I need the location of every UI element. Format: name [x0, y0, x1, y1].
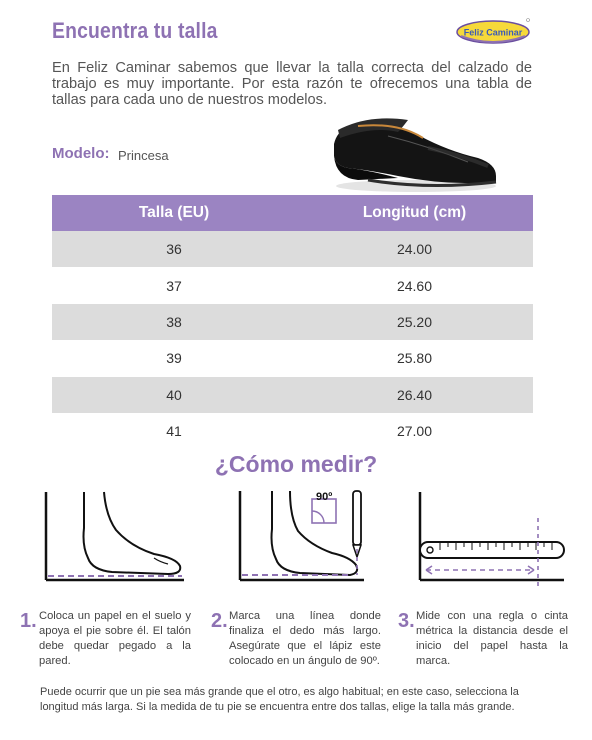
- ruler-icon: [420, 542, 564, 558]
- logo-text: Feliz Caminar: [463, 27, 523, 38]
- step-1-text: Coloca un papel en el suelo y apoya el pie sobre él. El talón debe quedar pegado a la pared.: [39, 610, 191, 667]
- page-title: Encuentra tu talla: [52, 18, 218, 43]
- length-cell: 25.20: [296, 304, 533, 340]
- header-length: Longitud (cm): [296, 195, 533, 231]
- length-cell: 26.40: [296, 377, 533, 413]
- table-row: [52, 267, 533, 303]
- model-value: Princesa: [118, 148, 169, 163]
- angle-label: 90º: [316, 491, 333, 503]
- length-cell: 25.80: [296, 340, 533, 376]
- length-cell: 24.00: [296, 231, 533, 267]
- table-row: [52, 231, 533, 267]
- table-row: [52, 304, 533, 340]
- length-cell: 27.00: [296, 413, 533, 449]
- step-2-number: 2.: [211, 610, 228, 632]
- length-cell: 24.60: [296, 267, 533, 303]
- size-cell: 36: [52, 231, 296, 267]
- size-cell: 38: [52, 304, 296, 340]
- step-2-text: Marca una línea donde finaliza el dedo más largo. Asegúrate que el lápiz este colocado en un ángulo de 90º.: [229, 610, 381, 667]
- foot-on-paper-illustration: [36, 488, 186, 588]
- pencil-icon: [353, 491, 361, 545]
- header-size: Talla (EU): [52, 195, 296, 231]
- step-3-text: Mide con una regla o cinta métrica la distancia desde el inicio del papel hasta la marca.: [416, 610, 568, 667]
- table-row: [52, 413, 533, 449]
- size-cell: 41: [52, 413, 296, 449]
- shoe-image: [328, 96, 498, 196]
- size-cell: 37: [52, 267, 296, 303]
- table-row: [52, 340, 533, 376]
- model-label: Modelo:: [52, 145, 110, 162]
- feliz-caminar-logo: [455, 16, 531, 46]
- table-header-row: [52, 195, 533, 231]
- step-3-number: 3.: [398, 610, 415, 632]
- table-row: [52, 377, 533, 413]
- intro-text: En Feliz Caminar sabemos que llevar la talla correcta del calzado de trabajo es muy importante. Por esta razón te ofrecemos una tabla de tallas para cada uno de nuestros modelos.: [52, 60, 532, 108]
- how-to-title: ¿Cómo medir?: [214, 451, 378, 477]
- size-cell: 40: [52, 377, 296, 413]
- size-cell: 39: [52, 340, 296, 376]
- mark-toe-illustration: [232, 485, 372, 590]
- ruler-measure-illustration: [414, 490, 570, 590]
- footnote: Puede ocurrir que un pie sea más grande que el otro, es algo habitual; en este caso, selecciona la longitud más larga. Si la medida de tu pie se encuentra entre dos tallas, elige la talla más grande.: [40, 686, 519, 713]
- size-table: [52, 195, 533, 449]
- step-1-number: 1.: [20, 610, 37, 632]
